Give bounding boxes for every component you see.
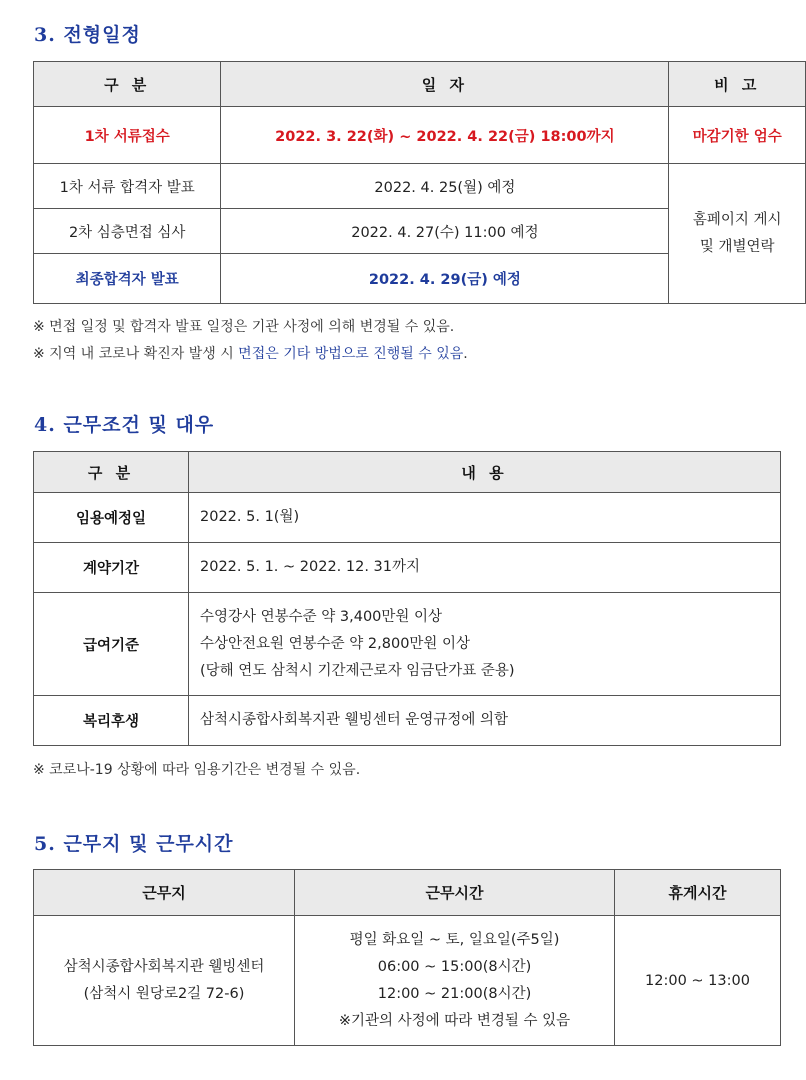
row-label: 복리후생 — [34, 696, 189, 746]
break-cell: 12:00 ~ 13:00 — [615, 916, 781, 1046]
remark-line: 홈페이지 게시 — [692, 211, 782, 228]
header-workplace: 근무지 — [34, 870, 295, 916]
row-label: 2차 심층면접 심사 — [34, 209, 221, 254]
header-content: 내 용 — [189, 452, 781, 493]
hours-cell — [295, 916, 615, 1046]
hours-line: 06:00 ~ 15:00(8시간) — [377, 958, 532, 975]
workplace-name: 삼척시종합사회복지관 웰빙센터 — [63, 958, 265, 975]
merged-remark — [669, 164, 806, 304]
workplace-cell — [34, 916, 295, 1046]
table-row — [34, 107, 806, 164]
header-remark: 비 고 — [669, 62, 806, 107]
row-label: 급여기준 — [34, 593, 189, 696]
header-date: 일 자 — [221, 62, 669, 107]
header-category: 구 분 — [34, 452, 189, 493]
conditions-table — [33, 451, 781, 746]
table-row — [34, 543, 781, 593]
section-4-title: 4. 근무조건 및 대우 — [34, 414, 215, 436]
table-row — [34, 164, 806, 209]
row-label: 계약기간 — [34, 543, 189, 593]
row-date: 2022. 4. 27(수) 11:00 예정 — [221, 209, 669, 254]
row-date: 2022. 3. 22(화) ~ 2022. 4. 22(금) 18:00까지 — [221, 107, 669, 164]
workplace-table — [33, 869, 781, 1046]
row-content: 2022. 5. 1(월) — [189, 493, 781, 543]
hours-line: 평일 화요일 ~ 토, 일요일(주5일) — [349, 931, 560, 948]
conditions-note: ※ 코로나-19 상황에 따라 임용기간은 변경될 수 있음. — [33, 762, 361, 778]
row-content: 삼척시종합사회복지관 웰빙센터 운영규정에 의함 — [189, 696, 781, 746]
row-content: 2022. 5. 1. ~ 2022. 12. 31까지 — [189, 543, 781, 593]
table-row — [34, 916, 781, 1046]
content-line: 수영강사 연봉수준 약 3,400만원 이상 — [200, 608, 443, 625]
note-text: . — [463, 346, 468, 362]
table-header-row — [34, 62, 806, 107]
row-date: 2022. 4. 29(금) 예정 — [221, 254, 669, 304]
note-highlight: 면접은 기타 방법으로 진행될 수 있음 — [238, 346, 464, 362]
row-content — [189, 593, 781, 696]
workplace-address: (삼척시 원당로2길 72-6) — [83, 985, 245, 1002]
row-label: 1차 서류접수 — [34, 107, 221, 164]
content-line: (당해 연도 삼척시 기간제근로자 임금단가표 준용) — [200, 662, 515, 679]
remark-line: 및 개별연락 — [699, 238, 775, 255]
header-break: 휴게시간 — [615, 870, 781, 916]
table-row — [34, 493, 781, 543]
row-label: 임용예정일 — [34, 493, 189, 543]
table-header-row — [34, 452, 781, 493]
table-header-row — [34, 870, 781, 916]
table-row — [34, 696, 781, 746]
row-date: 2022. 4. 25(월) 예정 — [221, 164, 669, 209]
row-remark: 마감기한 엄수 — [669, 107, 806, 164]
row-label: 최종합격자 발표 — [34, 254, 221, 304]
schedule-note-1: ※ 면접 일정 및 합격자 발표 일정은 기관 사정에 의해 변경될 수 있음. — [33, 319, 455, 335]
header-hours: 근무시간 — [295, 870, 615, 916]
schedule-table — [33, 61, 806, 304]
hours-line: 12:00 ~ 21:00(8시간) — [377, 985, 532, 1002]
section-5-title: 5. 근무지 및 근무시간 — [34, 833, 234, 855]
section-3-title: 3. 전형일정 — [34, 24, 141, 46]
schedule-note-2 — [33, 343, 468, 363]
row-label: 1차 서류 합격자 발표 — [34, 164, 221, 209]
content-line: 수상안전요원 연봉수준 약 2,800만원 이상 — [200, 635, 471, 652]
table-row — [34, 593, 781, 696]
hours-line: ※기관의 사정에 따라 변경될 수 있음 — [338, 1012, 571, 1029]
note-text: ※ 지역 내 코로나 확진자 발생 시 — [33, 346, 239, 362]
header-category: 구 분 — [34, 62, 221, 107]
